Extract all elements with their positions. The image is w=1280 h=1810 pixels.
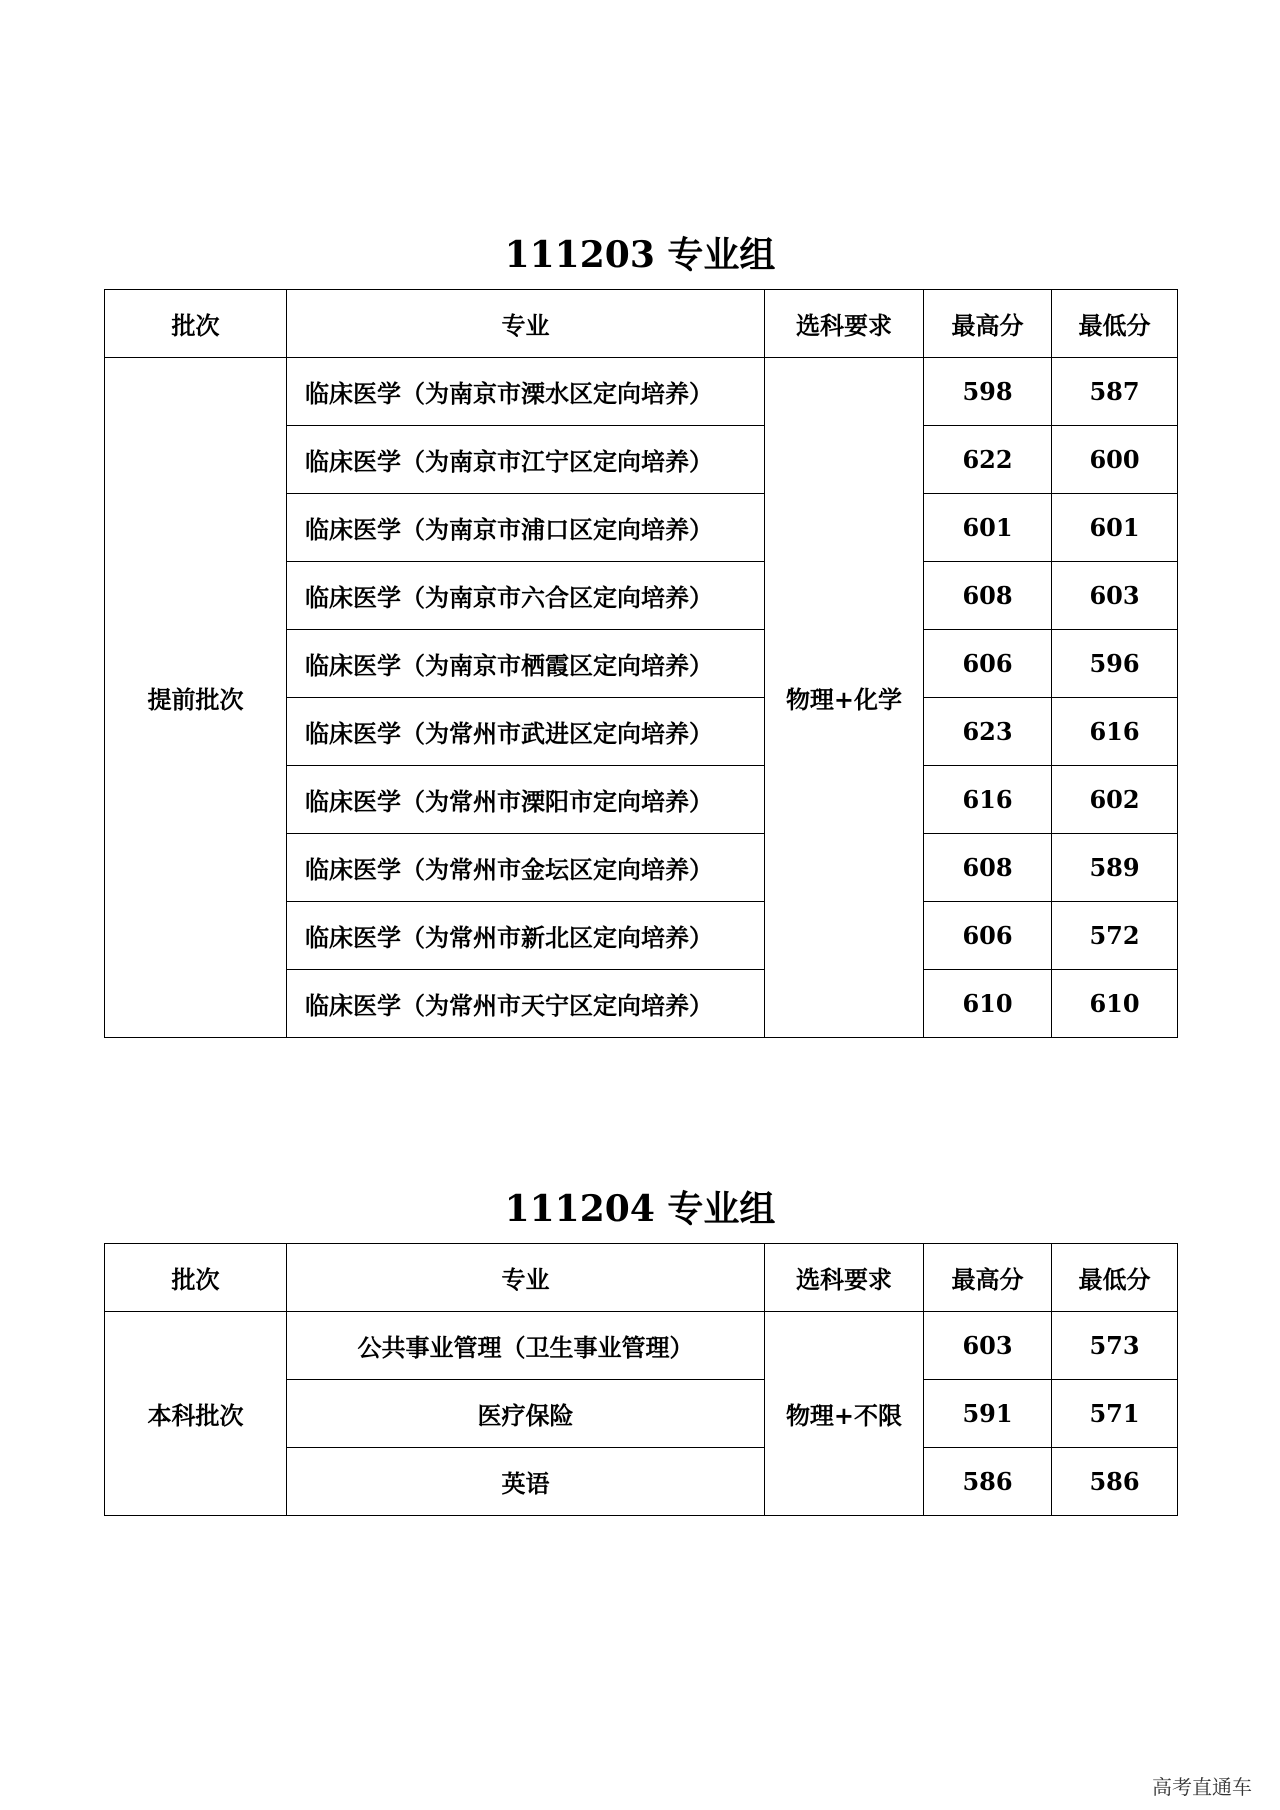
- header-max-score: 最高分: [924, 290, 1052, 358]
- header-major: 专业: [287, 290, 765, 358]
- major-cell: 临床医学（为南京市溧水区定向培养）: [287, 358, 765, 426]
- max-score-cell: 598: [924, 358, 1052, 426]
- max-score-cell: 606: [924, 902, 1052, 970]
- header-batch: 批次: [105, 290, 287, 358]
- major-cell: 临床医学（为南京市栖霞区定向培养）: [287, 630, 765, 698]
- batch-cell: 本科批次: [105, 1312, 287, 1516]
- major-cell: 公共事业管理（卫生事业管理）: [287, 1312, 765, 1380]
- min-score-cell: 600: [1052, 426, 1178, 494]
- min-score-cell: 587: [1052, 358, 1178, 426]
- header-max-score: 最高分: [924, 1244, 1052, 1312]
- max-score-cell: 606: [924, 630, 1052, 698]
- batch-cell: 提前批次: [105, 358, 287, 1038]
- max-score-cell: 616: [924, 766, 1052, 834]
- major-cell: 临床医学（为常州市新北区定向培养）: [287, 902, 765, 970]
- min-score-cell: 601: [1052, 494, 1178, 562]
- header-major: 专业: [287, 1244, 765, 1312]
- major-cell: 临床医学（为常州市溧阳市定向培养）: [287, 766, 765, 834]
- major-cell: 临床医学（为南京市浦口区定向培养）: [287, 494, 765, 562]
- min-score-cell: 572: [1052, 902, 1178, 970]
- max-score-cell: 591: [924, 1380, 1052, 1448]
- major-cell: 临床医学（为南京市六合区定向培养）: [287, 562, 765, 630]
- watermark: 高考直通车: [1152, 1775, 1252, 1799]
- min-score-cell: 610: [1052, 970, 1178, 1038]
- requirement-cell: 物理+不限: [765, 1312, 924, 1516]
- major-cell: 临床医学（为常州市武进区定向培养）: [287, 698, 765, 766]
- max-score-cell: 601: [924, 494, 1052, 562]
- max-score-cell: 608: [924, 834, 1052, 902]
- min-score-cell: 586: [1052, 1448, 1178, 1516]
- major-cell: 临床医学（为南京市江宁区定向培养）: [287, 426, 765, 494]
- min-score-cell: 573: [1052, 1312, 1178, 1380]
- max-score-cell: 603: [924, 1312, 1052, 1380]
- table-row: [105, 358, 1178, 426]
- min-score-cell: 602: [1052, 766, 1178, 834]
- min-score-cell: 603: [1052, 562, 1178, 630]
- table-header-row: [105, 1244, 1178, 1312]
- major-cell: 英语: [287, 1448, 765, 1516]
- max-score-cell: 586: [924, 1448, 1052, 1516]
- min-score-cell: 596: [1052, 630, 1178, 698]
- header-min-score: 最低分: [1052, 290, 1178, 358]
- major-cell: 临床医学（为常州市金坛区定向培养）: [287, 834, 765, 902]
- max-score-cell: 610: [924, 970, 1052, 1038]
- major-cell: 医疗保险: [287, 1380, 765, 1448]
- group-title-111204: 111204 专业组: [504, 1188, 776, 1230]
- score-table-111204: [104, 1243, 1178, 1516]
- requirement-cell: 物理+化学: [765, 358, 924, 1038]
- header-min-score: 最低分: [1052, 1244, 1178, 1312]
- max-score-cell: 623: [924, 698, 1052, 766]
- min-score-cell: 571: [1052, 1380, 1178, 1448]
- header-requirement: 选科要求: [765, 1244, 924, 1312]
- group-title-111203: 111203 专业组: [504, 234, 776, 276]
- max-score-cell: 622: [924, 426, 1052, 494]
- major-cell: 临床医学（为常州市天宁区定向培养）: [287, 970, 765, 1038]
- min-score-cell: 616: [1052, 698, 1178, 766]
- header-batch: 批次: [105, 1244, 287, 1312]
- table-header-row: [105, 290, 1178, 358]
- min-score-cell: 589: [1052, 834, 1178, 902]
- header-requirement: 选科要求: [765, 290, 924, 358]
- table-row: [105, 1312, 1178, 1380]
- score-table-111203: [104, 289, 1178, 1038]
- max-score-cell: 608: [924, 562, 1052, 630]
